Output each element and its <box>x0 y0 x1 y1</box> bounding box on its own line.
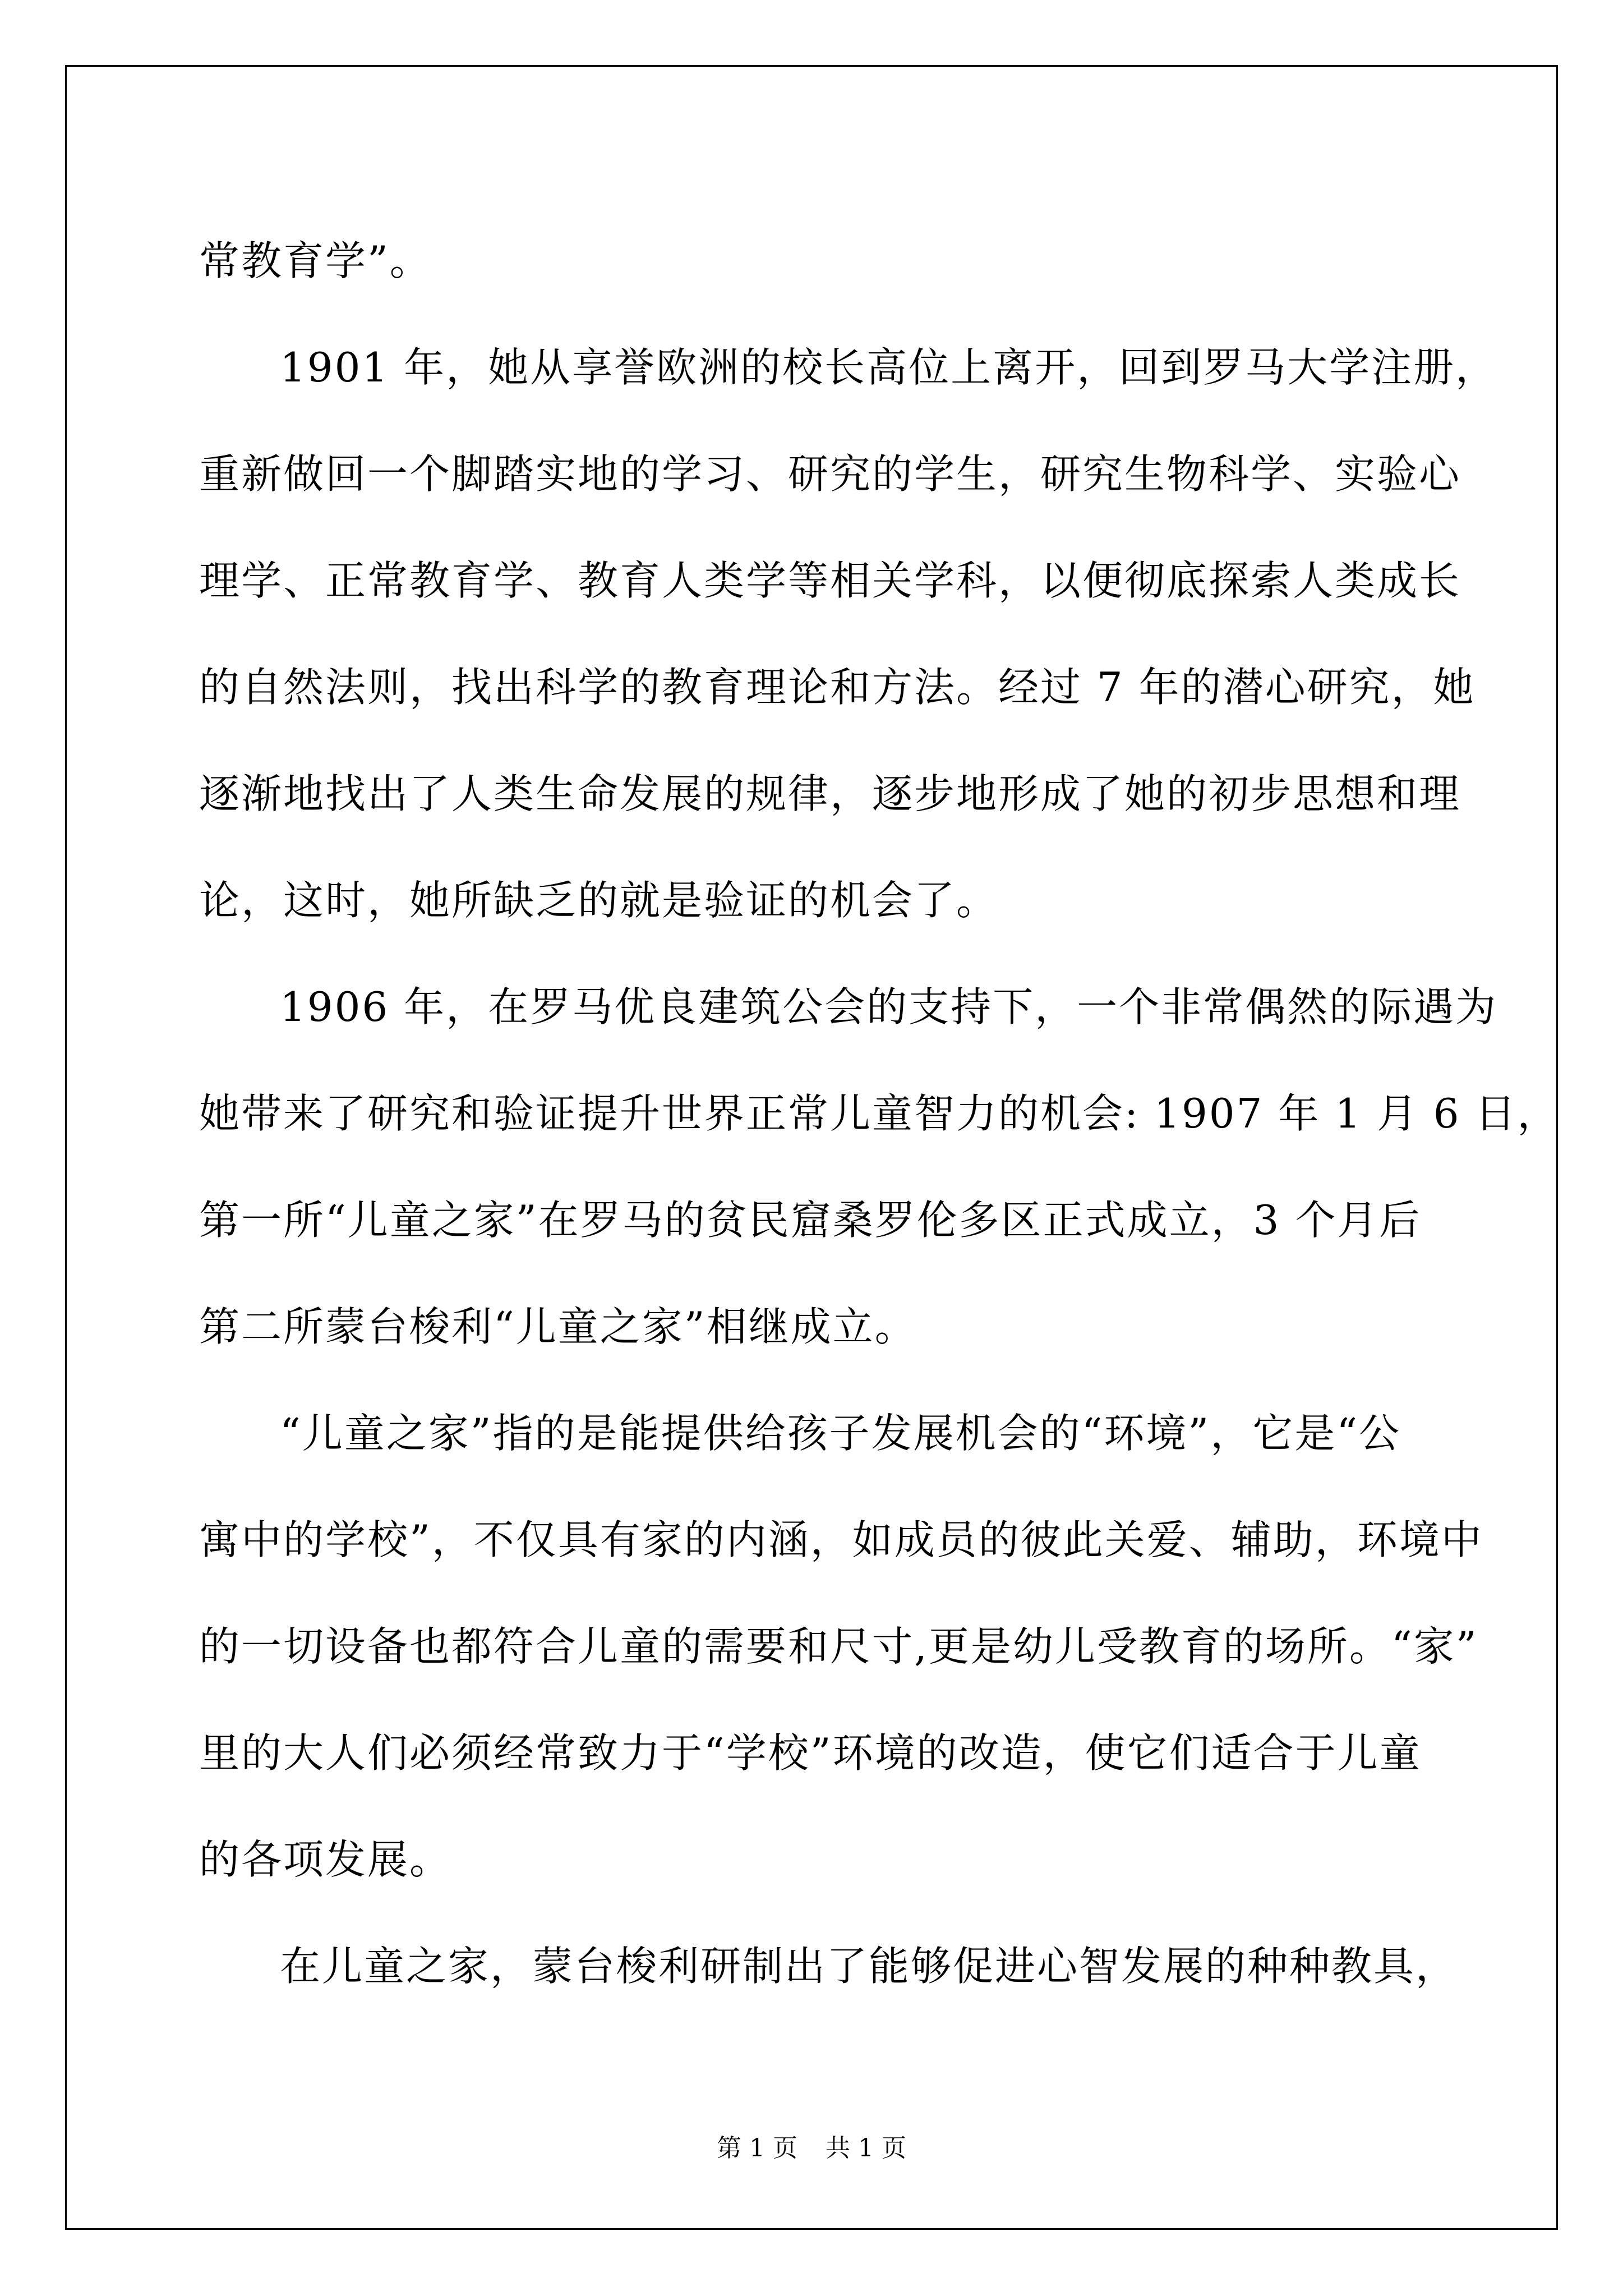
document-body <box>199 208 1560 2019</box>
text-line: 重新做回一个脚踏实地的学习、研究的学生，研究生物科学、实验心 <box>199 450 1461 498</box>
paragraph-first-line: 在儿童之家，蒙台梭利研制出了能够促进心智发展的种种教具， <box>280 1943 1458 1990</box>
text-line: 第二所蒙台梭利“儿童之家”相继成立。 <box>199 1303 917 1350</box>
text-line: 理学、正常教育学、教育人类学等相关学科，以便彻底探索人类成长 <box>199 557 1461 604</box>
paragraph-first-line: 1906 年，在罗马优良建筑公会的支持下，一个非常偶然的际遇为 <box>280 983 1498 1030</box>
text-line: 第一所“儿童之家”在罗马的贫民窟桑罗伦多区正式成立，3 个月后 <box>199 1197 1422 1244</box>
text-line: 里的大人们必须经常致力于“学校”环境的改造，使它们适合于儿童 <box>199 1729 1422 1777</box>
page-total: 共 1 页 <box>826 2134 906 2162</box>
page-number: 第 1 页 <box>717 2134 797 2162</box>
text-line: 寓中的学校”，不仅具有家的内涵，如成员的彼此关爱、辅助，环境中 <box>199 1516 1483 1563</box>
text-line: 常教育学”。 <box>199 237 432 284</box>
text-line: 逐渐地找出了人类生命发展的规律，逐步地形成了她的初步思想和理 <box>199 770 1461 817</box>
text-line: 的各项发展。 <box>199 1836 452 1883</box>
text-line: 论，这时，她所缺乏的就是验证的机会了。 <box>199 877 999 924</box>
text-line: 的一切设备也都符合儿童的需要和尺寸,更是幼儿受教育的场所。“家” <box>199 1623 1478 1670</box>
text-line: 她带来了研究和验证提升世界正常儿童智力的机会: 1907 年 1 月 6 日， <box>199 1090 1560 1137</box>
paragraph-first-line: “儿童之家”指的是能提供给孩子发展机会的“环境”，它是“公 <box>280 1410 1401 1457</box>
paragraph-first-line: 1901 年，她从享誉欧洲的校长高位上离开，回到罗马大学注册， <box>280 344 1498 391</box>
text-line: 的自然法则，找出科学的教育理论和方法。经过 7 年的潜心研究，她 <box>199 664 1476 711</box>
page-footer <box>0 2132 1623 2165</box>
